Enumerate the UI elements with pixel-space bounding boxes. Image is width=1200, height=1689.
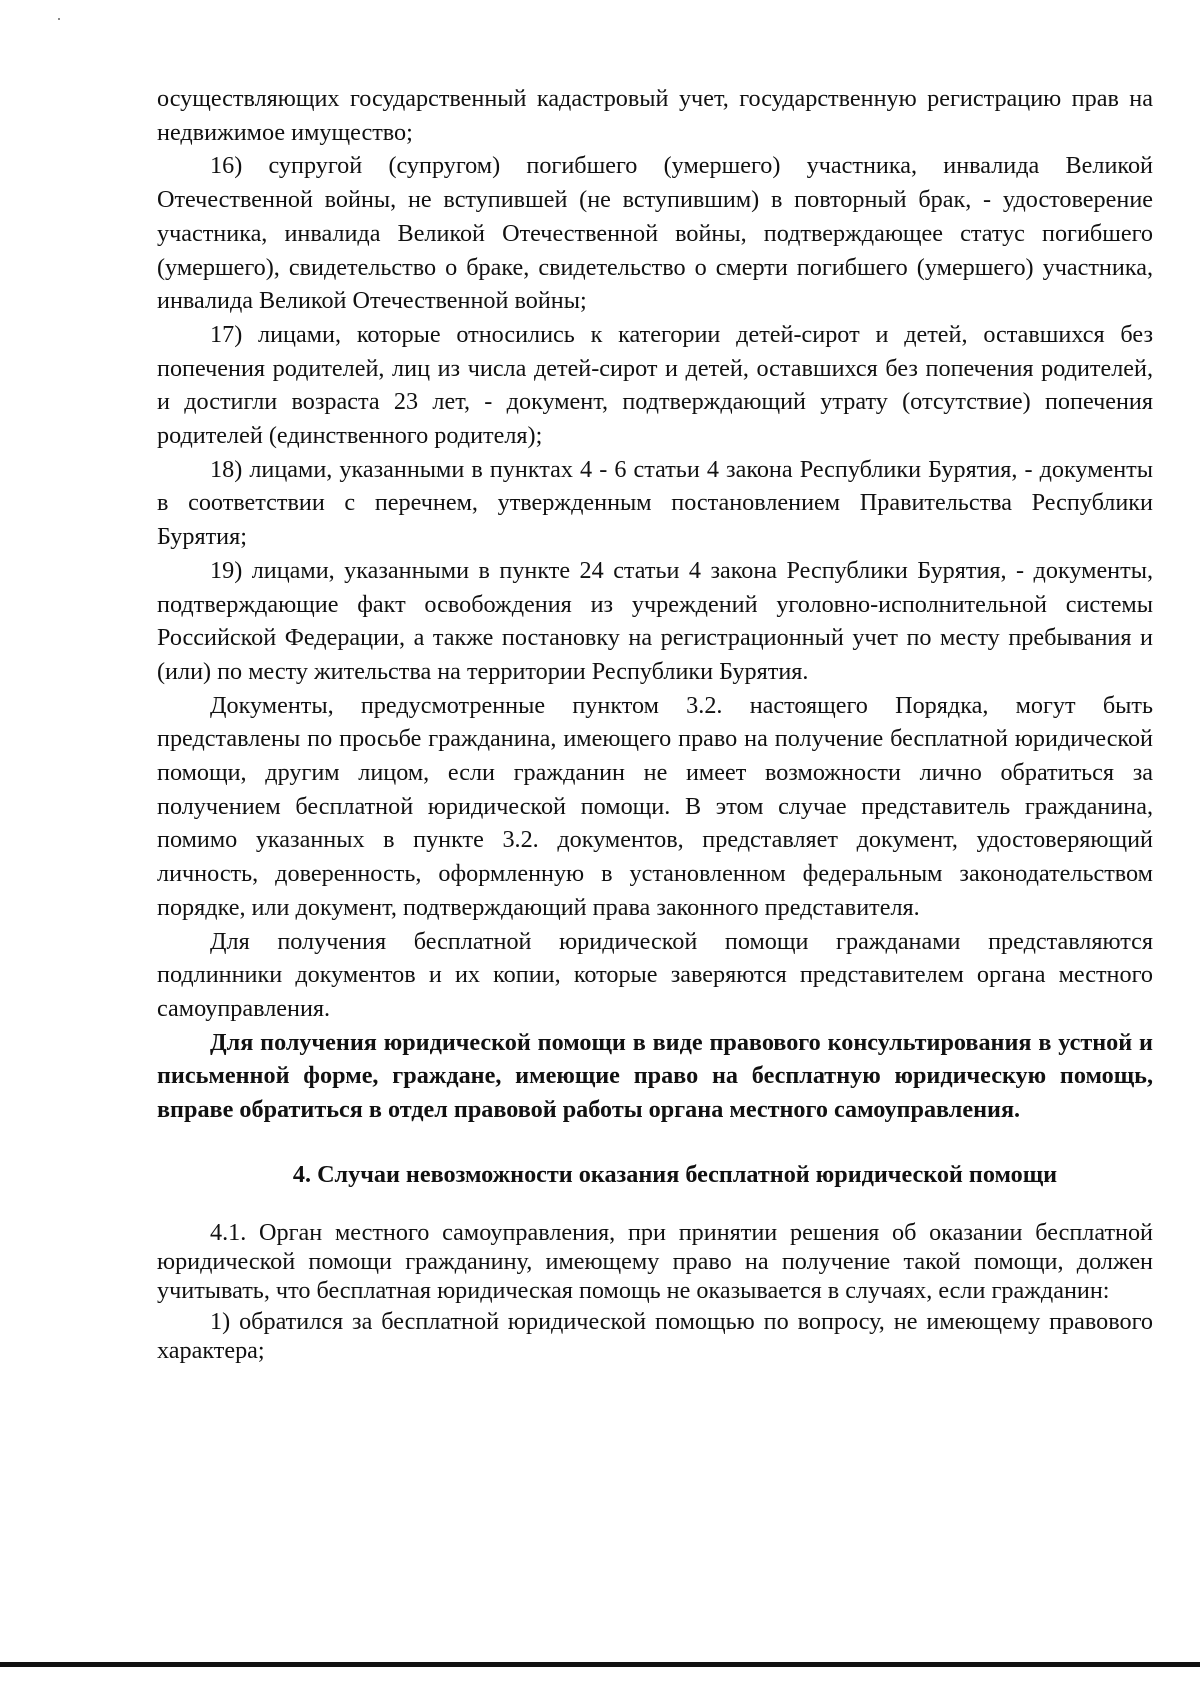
paragraph-4-1-item-1: 1) обратился за бесплатной юридической помощью по вопросу, не имеющему правового характера; bbox=[157, 1308, 1153, 1365]
scan-speck bbox=[58, 18, 60, 20]
bottom-rule bbox=[0, 1662, 1200, 1667]
paragraph-item-19: 19) лицами, указанными в пункте 24 статьи 4 закона Республики Бурятия, - документы, подтверждающие факт освобождения из учреждений уголовно-исполнительной системы Российской Федерации, а также постановку на регистрационный учет по месту пребывания и (или) по месту жительства на территории Республики Бурятия. bbox=[157, 556, 1153, 685]
section-heading: 4. Случаи невозможности оказания бесплатной юридической помощи bbox=[292, 1160, 1058, 1188]
paragraph-4-1: 4.1. Орган местного самоуправления, при принятии решения об оказании бесплатной юридической помощи гражданину, имеющему право на получение такой помощи, должен учитывать, что бесплатная юридическая помощь не оказывается в случаях, если гражданин: bbox=[157, 1218, 1153, 1304]
paragraph-item-16: 16) супругой (супругом) погибшего (умершего) участника, инвалида Великой Отечественной войны, не вступившей (не вступившим) в повторный брак, - удостоверение участника, инвалида Великой Отечественной войны, подтверждающее статус погибшего (умершего), свидетельство о браке, свидетельство о смерти погибшего (умершего) участника, инвалида Великой Отечественной войны; bbox=[157, 152, 1153, 315]
paragraph-item-18: 18) лицами, указанными в пунктах 4 - 6 статьи 4 закона Республики Бурятия, - документы в соответствии с перечнем, утвержденным постановлением Правительства Республики Бурятия; bbox=[157, 455, 1153, 551]
paragraph-representative-documents: Документы, предусмотренные пунктом 3.2. настоящего Порядка, могут быть представлены по просьбе гражданина, имеющего право на получение бесплатной юридической помощи, другим лицом, если гражданин не имеет возможности лично обратиться за получением бесплатной юридической помощи. В этом случае представитель гражданина, помимо указанных в пункте 3.2. документов, представляет документ, удостоверяющий личность, доверенность, оформленную в установленном федеральным законодательством порядке, или документ, подтверждающий права законного представителя. bbox=[157, 691, 1153, 921]
document-page bbox=[157, 82, 1153, 1366]
paragraph-consultation-bold: Для получения юридической помощи в виде правового консультирования в устной и письменной форме, граждане, имеющие право на бесплатную юридическую помощь, вправе обратиться в отдел правовой работы органа местного самоуправления. bbox=[157, 1028, 1153, 1124]
paragraph-originals-copies: Для получения бесплатной юридической помощи гражданами представляются подлинники документов и их копии, которые заверяются представителем органа местного самоуправления. bbox=[157, 927, 1153, 1022]
paragraph-item-17: 17) лицами, которые относились к категории детей-сирот и детей, оставшихся без попечения родителей, лиц из числа детей-сирот и детей, оставшихся без попечения родителей, и достигли возраста 23 лет, - документ, подтверждающий утрату (отсутствие) попечения родителей (единственного родителя); bbox=[157, 320, 1153, 450]
paragraph-continuation: осуществляющих государственный кадастровый учет, государственную регистрацию прав на недвижимое имущество; bbox=[157, 85, 1153, 146]
